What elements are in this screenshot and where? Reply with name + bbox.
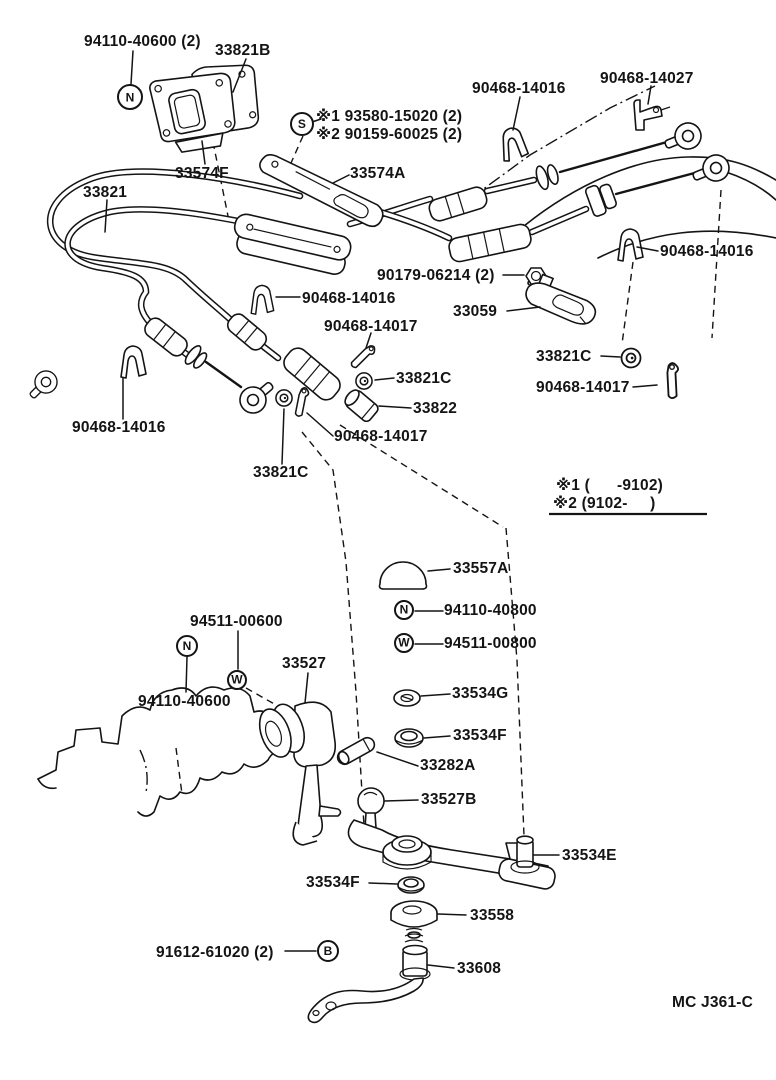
part-label-93580-15020: ※1 93580-15020 (2) xyxy=(316,108,463,125)
grommet-33821C xyxy=(276,390,292,406)
circled-symbol-N xyxy=(395,601,413,619)
part-label-33821C-mid: 33821C xyxy=(396,370,452,387)
part-label-90468-14017-low: 90468-14017 xyxy=(334,428,428,445)
part-label-note-line2: ※2 (9102- ) xyxy=(553,495,656,512)
part-label-90468-14016-left: 90468-14016 xyxy=(72,419,166,436)
part-label-90468-14016-right: 90468-14016 xyxy=(660,243,754,260)
clip-90468-14016 xyxy=(499,126,529,162)
pin-90468-14017 xyxy=(667,363,678,398)
circled-symbol-N xyxy=(177,636,197,656)
part-label-33821C-right: 33821C xyxy=(536,348,592,365)
part-label-note-line1: ※1 ( -9102) xyxy=(556,477,663,494)
symbol-letter: N xyxy=(182,638,192,653)
grommet-33821C xyxy=(356,373,372,389)
part-label-footer-code: MC J361-C xyxy=(672,994,754,1011)
part-label-33534F-low: 33534F xyxy=(306,874,360,891)
cushion-33534F xyxy=(395,729,423,747)
circled-symbol-N xyxy=(118,85,142,109)
cable-end-rod xyxy=(560,140,674,172)
circled-symbol-S xyxy=(291,113,313,135)
grommet-33558 xyxy=(391,901,437,938)
grommet-33821C xyxy=(621,348,640,367)
symbol-letter: B xyxy=(323,943,333,958)
selector-lever-assembly xyxy=(308,820,556,1022)
part-label-33059: 33059 xyxy=(453,303,498,320)
cable-boot xyxy=(427,185,489,223)
part-label-33821B: 33821B xyxy=(215,42,271,59)
part-label-33574A: 33574A xyxy=(350,165,406,182)
part-label-33527: 33527 xyxy=(282,655,327,672)
cable-boot xyxy=(224,311,269,353)
symbol-letter: N xyxy=(125,90,135,105)
clip-90468-14016 xyxy=(121,346,146,378)
part-label-33558: 33558 xyxy=(470,907,515,924)
circled-symbol-B xyxy=(318,941,338,961)
knob-cap-33557A xyxy=(380,562,427,589)
lever-33527 xyxy=(254,700,341,845)
cable-eye-end xyxy=(24,366,62,404)
washer-33534G xyxy=(394,690,420,706)
symbol-letter: S xyxy=(297,117,307,132)
part-label-90159-60025: ※2 90159-60025 (2) xyxy=(316,126,463,143)
lever-33534E xyxy=(348,820,556,891)
clamp-90468-14027 xyxy=(634,100,670,130)
column-parts xyxy=(380,562,427,747)
part-label-94110-40800: 94110-40800 xyxy=(444,602,537,619)
plate-33574F xyxy=(149,66,244,158)
fitting-33822 xyxy=(342,387,380,424)
part-label-33534F-mid: 33534F xyxy=(453,727,507,744)
cable-boot xyxy=(447,223,532,264)
plate-gasket-lower xyxy=(229,212,353,277)
symbol-letter: W xyxy=(231,672,243,687)
part-label-90468-14017-mid: 90468-14017 xyxy=(324,318,418,335)
part-label-33534G: 33534G xyxy=(452,685,509,702)
cable-adjuster xyxy=(585,180,619,217)
part-label-90468-14016-midleft: 90468-14016 xyxy=(302,290,396,307)
part-label-33822: 33822 xyxy=(413,400,458,417)
part-label-90468-14027: 90468-14027 xyxy=(600,70,694,87)
part-label-33574F: 33574F xyxy=(175,165,229,182)
part-label-94511-00600: 94511-00600 xyxy=(190,613,283,630)
clip-90468-14016 xyxy=(251,285,274,314)
part-label-33821C-low: 33821C xyxy=(253,464,309,481)
part-label-94110-40600-low: 94110-40600 xyxy=(138,693,231,710)
part-label-33821: 33821 xyxy=(83,184,128,201)
part-label-90179-06214: 90179-06214 (2) xyxy=(377,267,495,284)
part-label-33527B: 33527B xyxy=(421,791,477,808)
symbol-letter: W xyxy=(398,635,410,650)
part-label-33534E: 33534E xyxy=(562,847,617,864)
cable-eye-end xyxy=(235,375,280,419)
part-label-33608: 33608 xyxy=(457,960,502,977)
part-label-90468-14017-right: 90468-14017 xyxy=(536,379,630,396)
part-label-91612-61020: 91612-61020 (2) xyxy=(156,944,274,961)
circled-symbol-W xyxy=(228,671,246,689)
pin-90468-14017 xyxy=(350,344,377,370)
cushion-33534F-lower xyxy=(398,877,424,893)
symbol-letter: N xyxy=(399,602,409,617)
part-label-33282A: 33282A xyxy=(420,757,476,774)
part-label-33557A: 33557A xyxy=(453,560,509,577)
part-label-94511-00800: 94511-00800 xyxy=(444,635,537,652)
cable-boot xyxy=(142,315,191,359)
cable-adjuster xyxy=(534,162,561,191)
cable-eye-end xyxy=(661,119,705,157)
part-label-94110-40600-top: 94110-40600 (2) xyxy=(84,33,201,50)
circled-symbol-W xyxy=(395,634,413,652)
pin-33282A xyxy=(335,735,377,767)
part-label-90468-14016-top: 90468-14016 xyxy=(472,80,566,97)
